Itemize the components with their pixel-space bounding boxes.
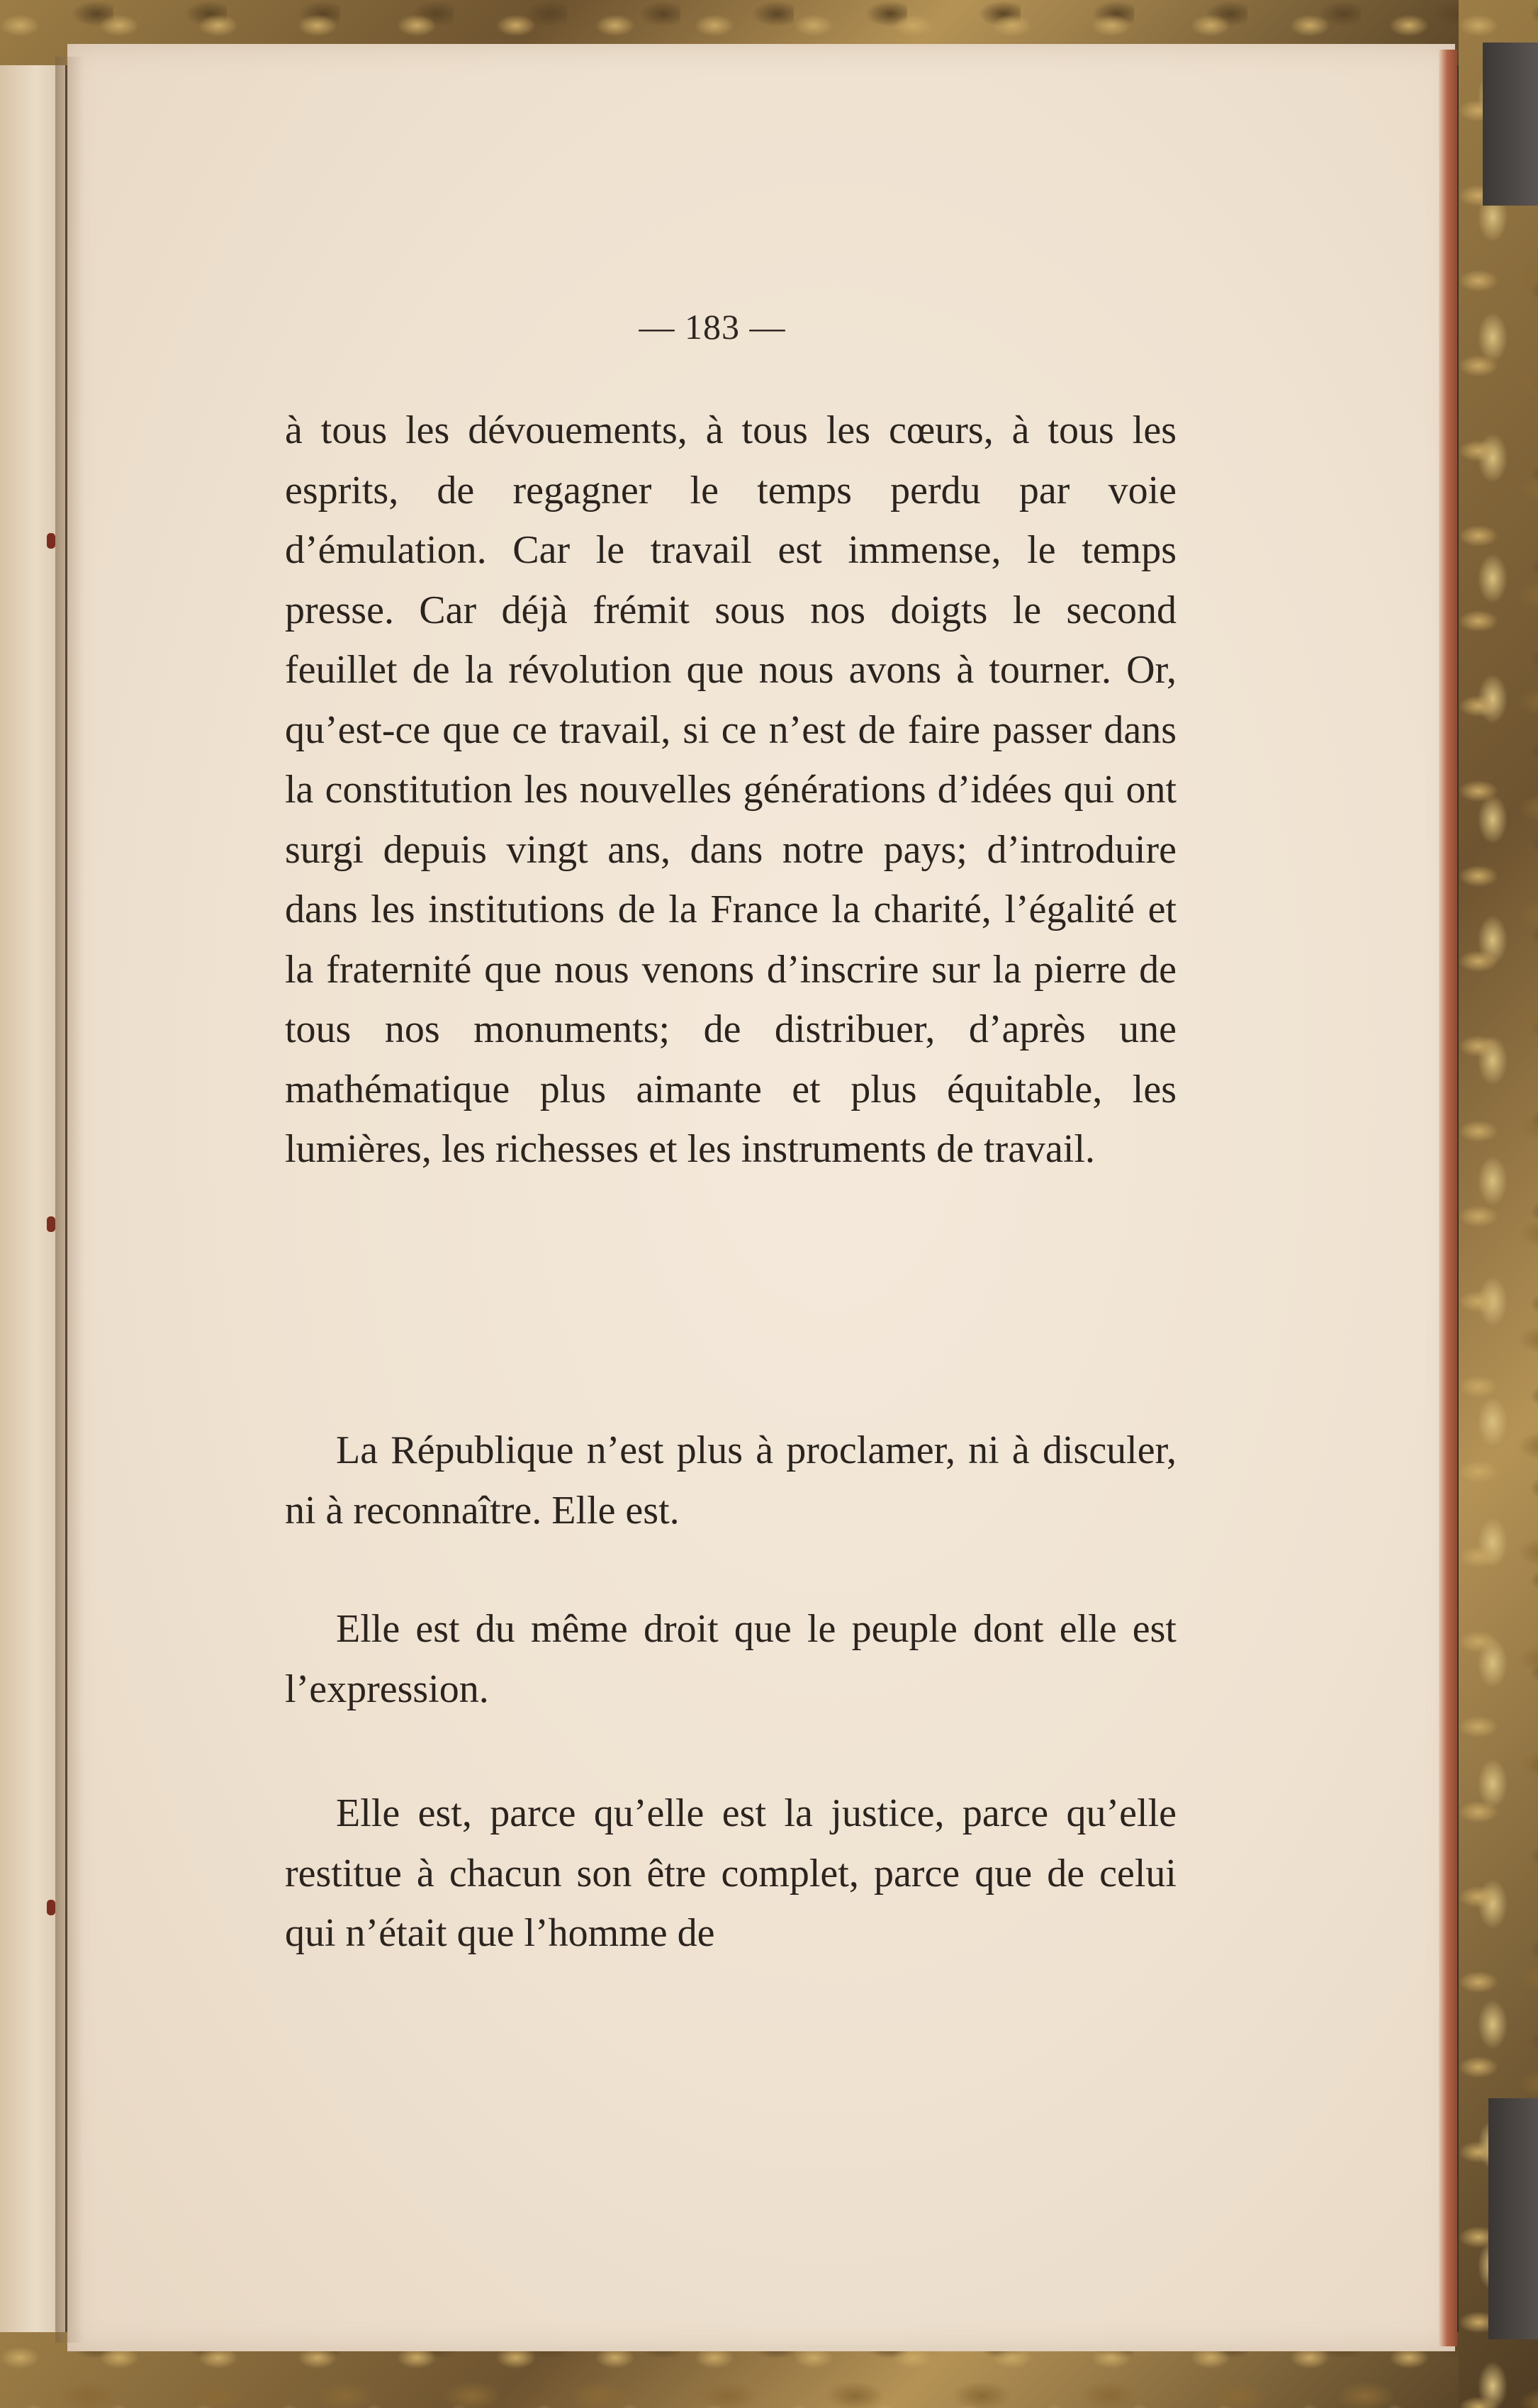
paragraph: Elle est, parce qu’elle est la justice, parce qu’elle restitue à chacun son être complet, parce que de celui qui n’était que l’homme de [285,1791,1177,1955]
paragraph: Elle est du même droit que le peuple dont elle est l’expression. [285,1607,1177,1711]
page-number: — 183 — [639,307,786,347]
binding-thread-mark [47,533,55,549]
page-gutter [55,57,84,2343]
binding-thread-mark [47,1216,55,1232]
binding-thread-mark [47,1900,55,1915]
cover-cloth-corner-bottom [1488,2098,1538,2339]
book-page [67,44,1455,2351]
paragraph: La République n’est plus à proclamer, ni à disculer, ni à reconnaître. Elle est. [285,1428,1177,1533]
paragraph: à tous les dévouements, à tous les cœurs, à tous les esprits, de regagner le temps perdu par voie d’émulation. Car le travail est immense, le temps presse. Car déjà frémit sous nos doigts le second feuillet de la révolution que nous avons à tourner. Or, qu’est-ce que ce travail, si ce n’est de faire passer dans la constitution les nouvelles générations d’idées qui ont surgi depuis vingt ans, dans notre pays; d’introduire dans les institutions de la France la charité, l’égalité et la fraternité que nous venons d’inscrire sur la pierre de tous nos monuments; de distribuer, d’après une mathématique plus aimante et plus équitable, les lumières, les richesses et les instruments de travail. [285,408,1177,1171]
cover-cloth-corner-top [1483,43,1538,206]
page-red-edge [1439,50,1457,2346]
marbled-board-right [1459,0,1538,2408]
